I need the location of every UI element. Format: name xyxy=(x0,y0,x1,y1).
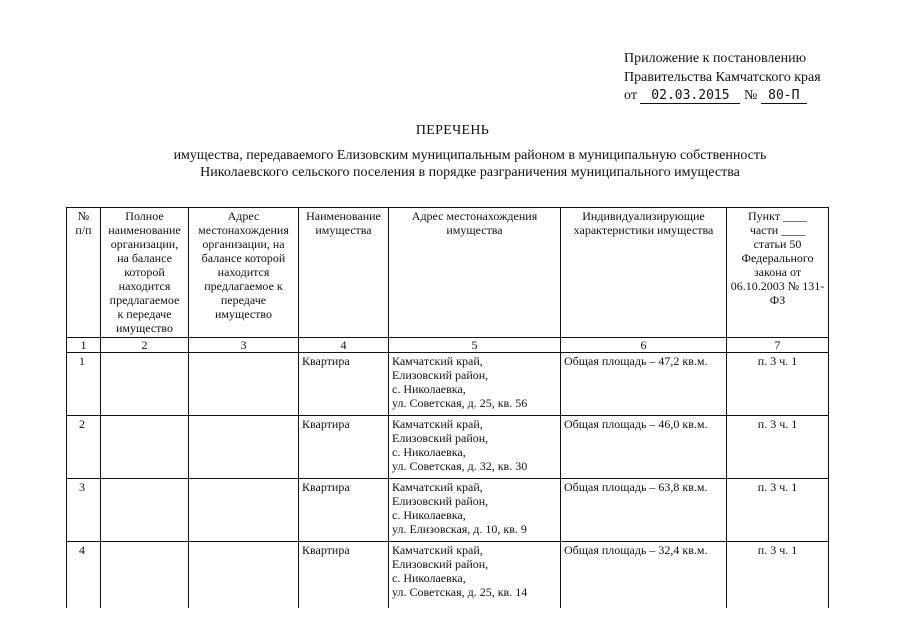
header-text-line: которой xyxy=(124,265,165,279)
header-text-line: ФЗ xyxy=(769,293,786,307)
column-header-4 xyxy=(299,208,389,338)
header-text-line: предлагаемое к xyxy=(204,279,283,293)
column-header-1 xyxy=(67,208,101,338)
characteristics-cell: Общая площадь – 47,2 кв.м. xyxy=(561,353,727,416)
law-clause-cell: п. 3 ч. 1 xyxy=(727,479,829,542)
property-address-cell xyxy=(389,416,561,479)
appendix-line-2: Правительства Камчатского края xyxy=(624,69,821,85)
address-line: с. Николаевка, xyxy=(392,571,466,585)
property-table xyxy=(66,207,829,608)
address-line: ул. Елизовская, д. 10, кв. 9 xyxy=(392,522,527,536)
address-line: Елизовский район, xyxy=(392,368,489,382)
organization-cell xyxy=(101,542,189,609)
column-header-3 xyxy=(189,208,299,338)
address-line: Камчатский край, xyxy=(392,354,483,368)
subtitle-line-1: имущества, передаваемого Елизовским муниципальным районом в муниципальную собственность xyxy=(173,148,767,163)
column-number: 7 xyxy=(727,338,829,353)
table-row xyxy=(67,479,829,542)
row-number: 1 xyxy=(67,353,101,416)
address-line: Елизовский район, xyxy=(392,494,489,508)
header-text-line: балансе которой xyxy=(201,251,286,265)
document-title: ПЕРЕЧЕНЬ xyxy=(415,123,490,138)
table-row xyxy=(67,416,829,479)
header-text-line: № xyxy=(77,209,90,223)
header-text-line: наименование xyxy=(108,223,181,237)
address-line: ул. Советская, д. 25, кв. 56 xyxy=(392,396,528,410)
organization-address-cell xyxy=(189,479,299,542)
header-text-line: Адрес xyxy=(227,209,260,223)
column-header-6 xyxy=(561,208,727,338)
column-number: 3 xyxy=(189,338,299,353)
law-clause-cell: п. 3 ч. 1 xyxy=(727,353,829,416)
header-text-line: на балансе xyxy=(117,251,172,265)
address-line: ул. Советская, д. 25, кв. 14 xyxy=(392,585,528,599)
header-text-line: Полное xyxy=(125,209,164,223)
header-text-line: Наименование xyxy=(306,209,381,223)
column-number: 1 xyxy=(67,338,101,353)
organization-cell xyxy=(101,353,189,416)
header-text-line: находится xyxy=(217,265,270,279)
organization-cell xyxy=(101,416,189,479)
header-text-line: предлагаемое xyxy=(109,293,180,307)
header-text-line: передаче xyxy=(220,293,267,307)
address-line: с. Николаевка, xyxy=(392,382,466,396)
column-number: 5 xyxy=(389,338,561,353)
header-text-line: находится xyxy=(118,279,171,293)
header-text-line: п/п xyxy=(75,223,92,237)
header-text-line: Адрес местонахождения xyxy=(411,209,538,223)
header-text-line: Индивидуализирующие xyxy=(582,209,705,223)
row-number: 3 xyxy=(67,479,101,542)
property-name-cell: Квартира xyxy=(299,353,389,416)
law-clause-cell: п. 3 ч. 1 xyxy=(727,542,829,609)
address-line: с. Николаевка, xyxy=(392,445,466,459)
header-text-line: имущества xyxy=(446,223,503,237)
organization-address-cell xyxy=(189,542,299,609)
property-address-cell xyxy=(389,353,561,416)
header-text-line: к передаче xyxy=(117,307,172,321)
characteristics-cell: Общая площадь – 32,4 кв.м. xyxy=(561,542,727,609)
header-text-line: имущество xyxy=(214,307,273,321)
number-prefix: № xyxy=(743,88,758,103)
header-text-line: организации, на xyxy=(202,237,285,251)
header-text-line: статьи 50 xyxy=(753,237,802,251)
date-prefix: от xyxy=(624,88,637,103)
address-line: Елизовский район, xyxy=(392,557,489,571)
header-text-line: имущества xyxy=(315,223,372,237)
column-number: 4 xyxy=(299,338,389,353)
header-text-line: организации, xyxy=(110,237,179,251)
header-text-line: Федерального xyxy=(741,251,814,265)
handwritten-number: 80-П xyxy=(761,88,807,104)
column-header-7 xyxy=(727,208,829,338)
header-text-line: закона от xyxy=(753,265,802,279)
row-number: 2 xyxy=(67,416,101,479)
header-text-line: характеристики имущества xyxy=(573,223,714,237)
header-text-line: имущество xyxy=(115,321,174,335)
address-line: с. Николаевка, xyxy=(392,508,466,522)
property-name-cell: Квартира xyxy=(299,542,389,609)
organization-address-cell xyxy=(189,353,299,416)
characteristics-cell: Общая площадь – 63,8 кв.м. xyxy=(561,479,727,542)
table-row xyxy=(67,542,829,609)
header-text-line: местонахождения xyxy=(198,223,289,237)
property-address-cell xyxy=(389,542,561,609)
document-subtitle xyxy=(40,147,900,181)
address-line: Камчатский край, xyxy=(392,417,483,431)
column-header-2 xyxy=(101,208,189,338)
law-clause-cell: п. 3 ч. 1 xyxy=(727,416,829,479)
address-line: ул. Советская, д. 32, кв. 30 xyxy=(392,459,528,473)
appendix-line-1: Приложение к постановлению xyxy=(624,51,807,66)
header-row xyxy=(67,208,829,338)
header-text-line: Пункт ____ xyxy=(747,209,807,223)
organization-cell xyxy=(101,479,189,542)
address-line: Елизовский район, xyxy=(392,431,489,445)
appendix-date-line xyxy=(624,87,894,106)
property-address-cell xyxy=(389,479,561,542)
property-name-cell: Квартира xyxy=(299,416,389,479)
column-number-row xyxy=(67,338,829,353)
subtitle-line-2: Николаевского сельского поселения в порядке разграничения муниципального имущества xyxy=(200,165,740,180)
property-name-cell: Квартира xyxy=(299,479,389,542)
header-text-line: части ____ xyxy=(749,223,806,237)
column-number: 6 xyxy=(561,338,727,353)
appendix-header xyxy=(624,50,894,106)
table-row xyxy=(67,353,829,416)
column-header-5 xyxy=(389,208,561,338)
organization-address-cell xyxy=(189,416,299,479)
header-text-line: 06.10.2003 № 131- xyxy=(730,279,825,293)
address-line: Камчатский край, xyxy=(392,480,483,494)
column-number: 2 xyxy=(101,338,189,353)
characteristics-cell: Общая площадь – 46,0 кв.м. xyxy=(561,416,727,479)
address-line: Камчатский край, xyxy=(392,543,483,557)
handwritten-date: 02.03.2015 xyxy=(640,88,740,104)
row-number: 4 xyxy=(67,542,101,609)
